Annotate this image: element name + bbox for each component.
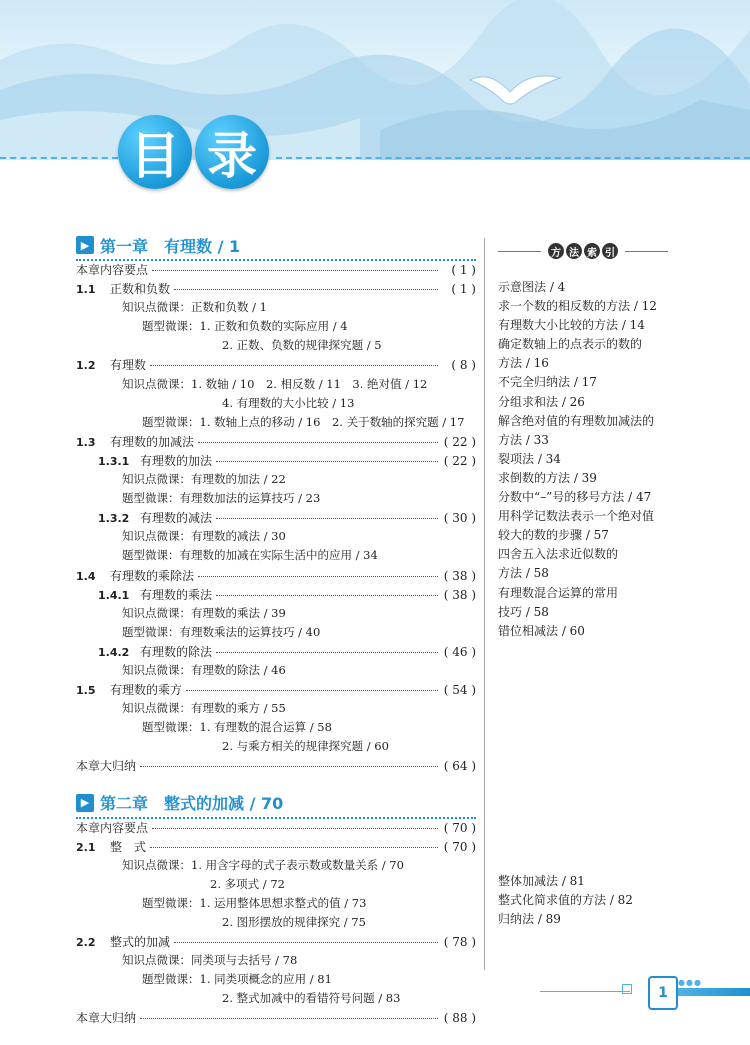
page-ref: ( 70 ) [443,839,476,854]
method-index-item[interactable]: 技巧 / 58 [498,604,549,619]
page-ref: ( 54 ) [443,683,476,698]
dot-leader [216,595,438,596]
section-number: 1.3.1 [98,454,130,468]
column-divider [484,238,485,970]
method-index-group-2 [498,872,678,929]
page-ref: ( 64 ) [443,759,476,774]
toc-row[interactable] [76,376,476,395]
page-ref: ( 1 ) [451,282,476,297]
chapter-underline [76,259,476,261]
page-ref: ( 78 ) [443,935,476,950]
toc-row[interactable] [76,1009,476,1028]
toc-row[interactable] [76,280,476,299]
dot-leader [216,461,438,462]
toc-row[interactable] [76,433,476,452]
page-ref: ( 88 ) [443,1011,476,1026]
toc-label: 本章大归纳 [76,759,137,774]
toc-row[interactable] [76,356,476,375]
dot-leader [150,847,438,848]
dot-leader [140,1018,438,1019]
page-ref: ( 8 ) [451,358,476,373]
toc-label: 题型微课：有理数加法的运算技巧 / 23 [122,491,321,506]
section-number: 1.4.1 [98,588,130,602]
toc-row[interactable] [76,819,476,838]
dot-leader [216,652,438,653]
toc-label: 题型微课：1. 同类项概念的应用 / 81 [142,972,332,987]
toc-row[interactable] [76,624,476,643]
toc-label: 2. 正数、负数的规律探究题 / 5 [222,338,382,353]
method-index-item[interactable]: 分组求和法 / 26 [498,394,585,409]
method-index-item[interactable]: 分数中“–”号的移号方法 / 47 [498,490,652,505]
method-index-item[interactable]: 不完全归纳法 / 17 [498,375,597,390]
toc-label: 整 式 [110,839,147,854]
footer-line [540,991,630,992]
method-index-title [547,243,619,259]
page-ref: ( 22 ) [443,434,476,449]
section-number: 2.2 [76,936,96,950]
method-index-item[interactable]: 方法 / 58 [498,566,549,581]
toc-label: 有理数的除法 [140,644,213,659]
dot-leader [152,270,438,271]
toc-label: 知识点微课：有理数的乘方 / 55 [122,701,286,716]
header-banner [0,0,750,160]
toc-row[interactable] [76,490,476,509]
toc-row[interactable] [76,528,476,547]
footer-square-icon [622,984,632,994]
toc-row[interactable] [76,452,476,471]
page-number: 1 [648,976,678,1010]
page-ref: ( 1 ) [451,263,476,277]
page-ref: ( 38 ) [443,568,476,583]
page-ref: ( 22 ) [443,453,476,468]
toc-label: 有理数的乘除法 [110,568,195,583]
toc-row[interactable] [76,662,476,681]
dot-leader [140,766,438,767]
dot-leader [216,518,438,519]
toc-row[interactable] [76,838,476,857]
section-number: 1.4.2 [98,645,130,659]
toc-label: 有理数的乘方 [110,683,183,698]
title-char-2 [195,115,269,189]
dot-leader [186,690,438,691]
method-index-item[interactable]: 解含绝对值的有理数加减法的 [498,413,655,428]
toc-label: 知识点微课：正数和负数 / 1 [122,300,268,315]
section-number: 1.3 [76,435,96,449]
method-index-char: 法 [566,243,582,259]
method-index-item[interactable]: 求倒数的方法 / 39 [498,470,597,485]
toc-row[interactable] [76,700,476,719]
method-index-item[interactable]: 裂项法 / 34 [498,451,561,466]
toc-row[interactable] [76,567,476,586]
toc-row[interactable] [76,471,476,490]
header-dashed-line-right [276,157,750,159]
dot-leader [174,942,438,943]
method-index-item[interactable]: 归纳法 / 89 [498,912,561,927]
chapter-heading[interactable] [76,791,476,815]
method-index-item[interactable]: 整式化简求值的方法 / 82 [498,893,633,908]
toc-label: 题型微课：有理数的加减在实际生活中的应用 / 34 [122,548,378,563]
toc-label: 有理数的减法 [140,511,213,526]
method-index-item[interactable]: 方法 / 33 [498,432,549,447]
method-index-item[interactable]: 用科学记数法表示一个绝对值 [498,509,655,524]
header-rule-left [498,251,541,252]
dot-leader [150,365,438,366]
section-number: 2.1 [76,840,96,854]
method-index-char: 方 [548,243,564,259]
toc-label: 知识点微课：1. 数轴 / 10 2. 相反数 / 11 3. 绝对值 / 12 [122,376,428,391]
toc-label: 题型微课：1. 有理数的混合运算 / 58 [142,720,332,735]
toc-label: 有理数的加法 [140,453,213,468]
section-number: 1.5 [76,684,96,698]
toc-label: 题型微课：1. 数轴上点的移动 / 16 2. 关于数轴的探究题 / 17 [142,414,465,429]
chapter-title: 第一章 有理数 / 1 [100,236,241,256]
method-index-item[interactable]: 确定数轴上的点表示的数的 [498,337,643,352]
toc-label: 知识点微课：有理数的减法 / 30 [122,529,286,544]
toc-label: 知识点微课：有理数的乘法 / 39 [122,605,286,620]
method-index-item[interactable]: 求一个数的相反数的方法 / 12 [498,299,657,314]
toc-label: 题型微课：1. 运用整体思想求整式的值 / 73 [142,895,367,910]
header-rule-right [625,251,668,252]
toc-row[interactable] [76,586,476,605]
toc-label: 本章内容要点 [76,263,149,277]
method-index-item[interactable]: 有理数混合运算的常用 [498,585,619,600]
toc-label: 知识点微课：同类项与去括号 / 78 [122,953,298,968]
toc-row[interactable] [76,952,476,971]
page-ref: ( 46 ) [443,644,476,659]
toc-label: 本章内容要点 [76,820,149,835]
toc-row[interactable] [76,318,476,337]
method-index-item[interactable]: 示意图法 / 4 [498,280,566,294]
method-index-group-1 [498,278,678,641]
title-text: 录 [207,127,257,185]
toc-row[interactable] [76,738,476,757]
method-index-item[interactable]: 错位相减法 / 60 [498,623,585,638]
toc-label: 有理数的乘法 [140,587,213,602]
toc-label: 整式的加减 [110,935,171,950]
chapter-block [76,791,476,1029]
chapter-title: 第二章 整式的加减 / 70 [100,794,284,814]
dot-leader [198,442,438,443]
method-index-item[interactable]: 四舍五入法求近似数的 [498,547,619,562]
dot-leader [152,828,438,829]
toc-row[interactable] [76,971,476,990]
method-index-char: 索 [584,243,600,259]
toc-row[interactable] [76,876,476,895]
toc-row[interactable] [76,395,476,414]
toc-label: 题型微课：有理数乘法的运算技巧 / 40 [122,624,321,639]
section-number: 1.2 [76,359,96,373]
toc-row[interactable] [76,757,476,776]
toc-row[interactable] [76,337,476,356]
toc-row[interactable] [76,990,476,1009]
header-dashed-line-left [0,157,118,159]
chapter-heading[interactable] [76,233,476,257]
page-ref: ( 30 ) [443,511,476,526]
section-number: 1.3.2 [98,512,130,526]
toc-label: 知识点微课：有理数的除法 / 46 [122,662,286,677]
section-number: 1.4 [76,569,96,583]
toc-row[interactable] [76,914,476,933]
method-index-item[interactable]: 较大的数的步骤 / 57 [498,528,609,543]
toc-label: 2. 多项式 / 72 [210,876,285,891]
toc-row[interactable] [76,857,476,876]
toc-label: 题型微课：1. 正数和负数的实际应用 / 4 [142,319,348,334]
toc-label: 正数和负数 [110,282,171,297]
title-text: 目 [130,127,180,185]
method-index-header [498,240,668,262]
toc-label: 本章大归纳 [76,1011,137,1026]
method-index-item[interactable]: 有理数大小比较的方法 / 14 [498,318,645,333]
method-index-char: 引 [602,243,618,259]
section-number: 1.1 [76,283,96,297]
toc-label: 知识点微课：1. 用含字母的式子表示数或数量关系 / 70 [122,857,404,872]
chapter-arrow-icon: ▶ [76,236,94,254]
toc-row[interactable] [76,605,476,624]
page-ref: ( 38 ) [443,587,476,602]
table-of-contents [76,233,476,1029]
toc-row[interactable] [76,895,476,914]
mountain-landscape-illustration [0,0,750,160]
page-ref: ( 70 ) [443,820,476,835]
footer-dots-icon: ●●● [678,978,702,987]
toc-label: 4. 有理数的大小比较 / 13 [222,395,355,410]
toc-row[interactable] [76,681,476,700]
toc-label: 2. 整式加减中的看错符号问题 / 83 [222,991,401,1006]
toc-row[interactable] [76,719,476,738]
toc-row[interactable] [76,643,476,662]
dot-leader [198,576,438,577]
chapter-block [76,233,476,777]
toc-label: 有理数的加减法 [110,434,195,449]
toc-label: 有理数 [110,358,147,373]
method-index-item[interactable]: 整体加减法 / 81 [498,874,585,888]
footer-band [678,988,750,996]
toc-row[interactable] [76,299,476,318]
chapter-arrow-icon: ▶ [76,794,94,812]
chapter-underline [76,817,476,819]
dot-leader [174,289,438,290]
toc-row[interactable] [76,261,476,280]
title-char-1 [118,115,192,189]
toc-label: 2. 与乘方相关的规律探究题 / 60 [222,739,389,754]
toc-label: 知识点微课：有理数的加法 / 22 [122,472,286,487]
toc-row[interactable] [76,509,476,528]
method-index-item[interactable]: 方法 / 16 [498,356,549,371]
toc-row[interactable] [76,414,476,433]
toc-row[interactable] [76,933,476,952]
toc-row[interactable] [76,547,476,566]
toc-label: 2. 图形摆放的规律探究 / 75 [222,915,366,929]
